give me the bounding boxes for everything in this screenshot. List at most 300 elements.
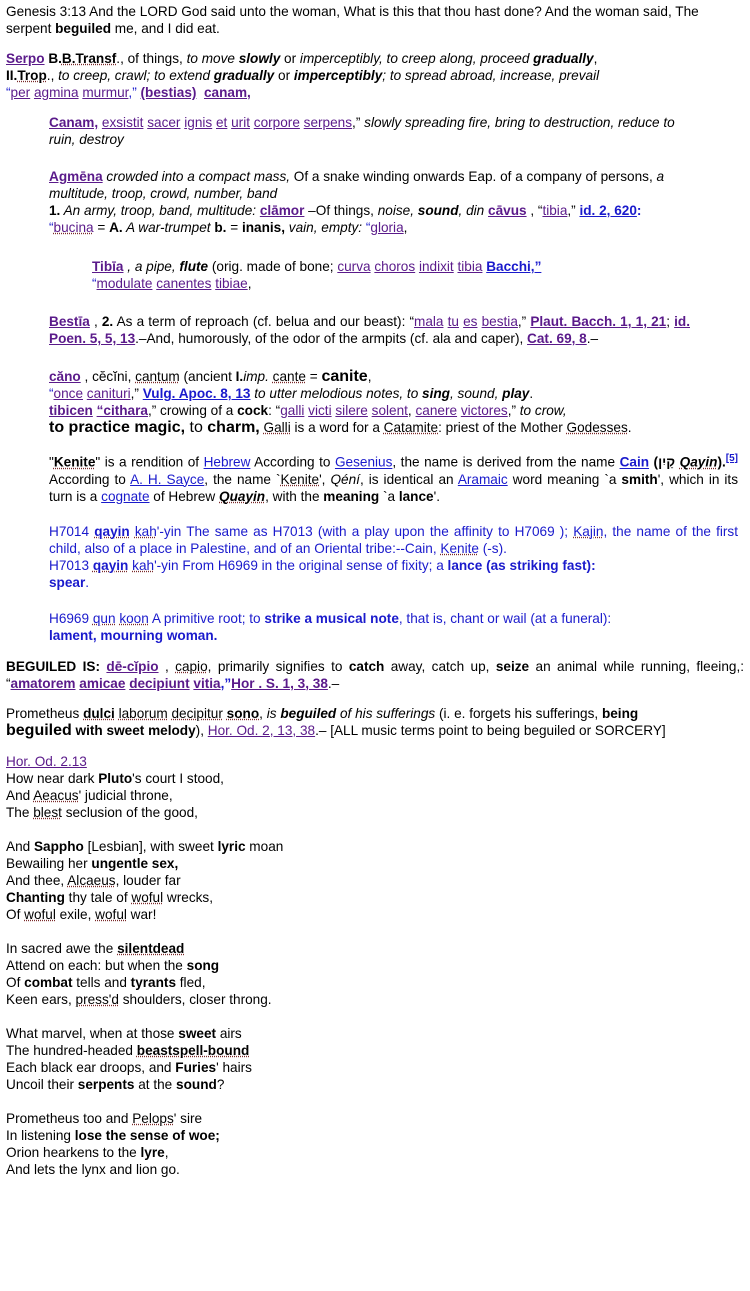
text-h7014-kah: kah bbox=[134, 523, 157, 539]
text-agmena-t10: = bbox=[93, 220, 110, 235]
text-h7014-kajin: Kajin bbox=[573, 523, 604, 539]
text-serpo-t7: ., bbox=[46, 68, 59, 83]
text-poem-s5-l2b: lose the sense of woe; bbox=[74, 1127, 220, 1143]
text-agmena-t6: , din bbox=[458, 203, 489, 218]
text-canam-corpore[interactable]: corpore bbox=[253, 115, 300, 130]
text-agmena-t9: : bbox=[636, 203, 642, 218]
text-cano-once[interactable]: once bbox=[53, 386, 84, 401]
text-bestia-t6: .– bbox=[586, 331, 599, 346]
text-agmena-t5: –Of things, bbox=[304, 203, 378, 218]
tibia-entry bbox=[92, 258, 690, 292]
text-kenite-qeni: Qéní bbox=[330, 471, 360, 487]
text-tibia-t1: , a pipe, bbox=[123, 259, 180, 274]
bestia-entry bbox=[49, 313, 690, 347]
text-serpo-t3: to move bbox=[186, 51, 239, 66]
text-kenite-t1: " is a rendition of bbox=[95, 454, 204, 470]
text-poem-s2-l3a: And thee, bbox=[6, 872, 68, 888]
text-poem-s4-l4c: at the bbox=[134, 1076, 177, 1092]
text-cano-canite: canite bbox=[321, 368, 368, 385]
text-bestia-tu[interactable]: tu bbox=[447, 314, 459, 329]
text-cano-cock: cock bbox=[237, 403, 269, 418]
text-poem-s1-0-a: How near dark bbox=[6, 770, 99, 786]
text-poem-s1-0-c: 's court I stood, bbox=[132, 770, 224, 786]
text-serpo-q2: ,” bbox=[128, 85, 141, 100]
text-cano-galli[interactable]: galli bbox=[280, 403, 305, 418]
link-murmur[interactable]: murmur bbox=[82, 85, 129, 100]
text-cano-charm: charm, bbox=[207, 419, 260, 436]
text-prometheus-decipitur: decipitur bbox=[171, 705, 223, 721]
text-agmena-inanis: inanis, bbox=[241, 220, 286, 235]
text-tibia-t2: (orig. made of bone; bbox=[208, 259, 338, 274]
text-kenite-meaning: meaning bbox=[323, 488, 380, 504]
text-poem-s4-l3b: Furies bbox=[175, 1059, 217, 1075]
text-agmena-num: 1. bbox=[49, 203, 61, 218]
text-prometheus-b: , bbox=[259, 705, 267, 721]
text-tibia-tibia[interactable]: tibia bbox=[457, 259, 483, 274]
text-serpo-trop: Trop bbox=[17, 68, 47, 83]
text-poem-s2-l1d: lyric bbox=[217, 838, 246, 854]
text-beguiled-t6: ,” bbox=[220, 675, 232, 691]
text-serpo-t4: or bbox=[280, 51, 300, 66]
tibia-headword[interactable]: Tibīa bbox=[92, 259, 124, 274]
text-kenite-gesenius[interactable]: Gesenius bbox=[334, 454, 393, 470]
text-agmena-t8: ,” bbox=[567, 203, 580, 218]
text-prometheus-with: with sweet melody bbox=[71, 722, 196, 738]
text-h7014-lance: lance (as striking fast): bbox=[447, 557, 596, 573]
text-poem-s2-l5b: woful bbox=[24, 906, 56, 922]
text-poem-s3-l1b: silentdead bbox=[117, 940, 185, 956]
text-h6969-a1: H6969 bbox=[49, 610, 93, 626]
text-beguiled-capio: capio bbox=[175, 658, 208, 674]
stanza-3 bbox=[6, 940, 744, 1008]
text-cano-cante: cante bbox=[272, 369, 306, 384]
text-cano-galli2: Galli bbox=[263, 420, 291, 435]
text-bestia-ref3[interactable]: Cat. 69, 8 bbox=[527, 331, 587, 346]
text-prometheus-laborum: laborum bbox=[118, 705, 168, 721]
text-kenite-sayce[interactable]: A. H. Sayce bbox=[130, 471, 205, 487]
text-beguiled-amicae[interactable]: amicae bbox=[79, 675, 126, 691]
text-genesis-b: beguiled bbox=[55, 21, 112, 36]
text-cano-catamite: Catamite bbox=[383, 420, 439, 435]
text-cano-t15: to bbox=[185, 419, 208, 436]
text-tibia-choros[interactable]: choros bbox=[374, 259, 416, 274]
text-kenite-kenite2: Kenite bbox=[280, 471, 320, 487]
text-tibia-bacchi[interactable]: Bacchi,” bbox=[486, 259, 542, 274]
text-agmena-t11: A war-trumpet bbox=[122, 220, 215, 235]
serpo-headword[interactable]: Serpo bbox=[6, 51, 45, 66]
text-kenite-head: Kenite bbox=[53, 454, 96, 470]
text-poem-s1-1-b: Aeacus bbox=[33, 787, 79, 803]
text-cano-q1: “ bbox=[49, 386, 54, 401]
text-poem-s4-l2b: beastspell-bound bbox=[136, 1042, 250, 1058]
text-cano-t5: , bbox=[367, 369, 372, 384]
cano-headword[interactable]: căno bbox=[49, 369, 81, 384]
text-canam-serpens[interactable]: serpens bbox=[303, 115, 353, 130]
text-canam-t1: ,” bbox=[352, 115, 365, 130]
text-h6969-lament: lament, mourning woman. bbox=[49, 627, 218, 643]
text-canam-sacer[interactable]: sacer bbox=[147, 115, 181, 130]
text-poem-s1-2-a: The bbox=[6, 804, 34, 820]
text-kenite-t15: `a bbox=[379, 488, 399, 504]
text-poem-s2-l2a: Bewailing her bbox=[6, 855, 92, 871]
text-prometheus-dulci: dulci bbox=[83, 705, 115, 721]
text-beguiled-t2: , bbox=[158, 658, 176, 674]
text-cano-t19: . bbox=[627, 420, 632, 435]
text-cano-play: play bbox=[502, 386, 530, 401]
text-bestia-ref2[interactable]: id. Poen. 5, 5, 13 bbox=[49, 314, 690, 346]
text-poem-s3-l3c: tells and bbox=[72, 974, 131, 990]
text-beguiled-catch: catch bbox=[348, 658, 385, 674]
text-agmena-t7: , “ bbox=[526, 203, 543, 218]
text-kenite-qayin: Qayin bbox=[679, 454, 718, 470]
text-agmena-clamor[interactable]: clāmor bbox=[259, 203, 305, 218]
text-poem-s3-l3e: fled, bbox=[176, 974, 206, 990]
text-cano-practice: to practice magic, bbox=[49, 419, 186, 436]
text-poem-s5-l1c: ' sire bbox=[173, 1110, 203, 1126]
text-bestia-es[interactable]: es bbox=[463, 314, 478, 329]
text-poem-s3-l1a: In sacred awe the bbox=[6, 940, 118, 956]
text-cano-sing: sing bbox=[422, 386, 450, 401]
text-cano-t4: = bbox=[305, 369, 322, 384]
text-poem-s5-l3c: , bbox=[164, 1144, 169, 1160]
text-kenite-hebrew[interactable]: Hebrew bbox=[203, 454, 251, 470]
text-poem-s2-l3b: Alcaeus bbox=[67, 872, 116, 888]
bestia-headword[interactable]: Bestīa bbox=[49, 314, 90, 329]
stanza-5 bbox=[6, 1110, 744, 1178]
text-prometheus-beguiled2: beguiled bbox=[6, 721, 72, 739]
serpo-entry bbox=[6, 50, 744, 101]
text-kenite-t14: , with the bbox=[265, 488, 324, 504]
text-kenite-smith: smith bbox=[621, 471, 658, 487]
text-kenite-t16: '. bbox=[433, 488, 440, 504]
text-poem-s2-l4b: thy tale of bbox=[64, 889, 132, 905]
text-cano-victores[interactable]: victores bbox=[460, 403, 508, 418]
text-serpo-slowly: slowly bbox=[238, 51, 281, 66]
text-cano-t1: , cĕcĭni, bbox=[80, 369, 136, 384]
text-poem-s2-l2b: ungentle sex, bbox=[91, 855, 179, 871]
text-poem-s2-l3c: , louder far bbox=[115, 872, 181, 888]
text-cano-canituri[interactable]: canituri bbox=[86, 386, 131, 401]
text-agmena-noise: noise, bbox=[377, 203, 418, 218]
text-canam-urit[interactable]: urit bbox=[231, 115, 251, 130]
text-poem-s5-l3b: lyre bbox=[140, 1144, 165, 1160]
text-serpo-q1: “ bbox=[6, 85, 11, 100]
text-poem-s2-l4c: woful bbox=[131, 889, 164, 905]
text-poem-s1-1-a: And bbox=[6, 787, 34, 803]
transf-label: B.B.Transf bbox=[48, 51, 117, 66]
text-kenite-aramaic[interactable]: Aramaic bbox=[457, 471, 508, 487]
text-poem-s3-l2b: song bbox=[186, 957, 220, 973]
text-cano-t2: (ancient bbox=[179, 369, 236, 384]
text-bestia-t3: ,” bbox=[517, 314, 531, 329]
text-poem-s2-l4a: Chanting bbox=[6, 889, 65, 905]
text-cano-t17: is a word for a bbox=[290, 420, 384, 435]
text-h7014-kah2: kah bbox=[132, 557, 155, 573]
text-kenite-cain[interactable]: Cain bbox=[619, 454, 650, 470]
text-poem-s4-l4b: serpents bbox=[77, 1076, 135, 1092]
text-serpo-ii: II. bbox=[6, 68, 18, 83]
text-agmena-bucina[interactable]: bucina bbox=[53, 220, 94, 235]
text-h7014-b1: H7013 bbox=[49, 557, 93, 573]
text-serpo-t10: ; to spread abroad, increase, prevail bbox=[382, 68, 600, 83]
text-agmena-ref[interactable]: id. 2, 620 bbox=[579, 203, 637, 218]
text-h7014-a5: (-s). bbox=[478, 540, 507, 556]
text-bestia-ref1[interactable]: Plaut. Bacch. 1, 1, 21 bbox=[530, 314, 667, 329]
text-h7014-b3: '-yin From H6969 in the original sense of fixity; a bbox=[154, 557, 448, 573]
text-prometheus-ref[interactable]: Hor. Od. 2, 13, 38 bbox=[207, 722, 316, 738]
text-poem-s3-l4b: press'd bbox=[75, 991, 119, 1007]
text-h7014-a4: , the name of the first child, also of a place in Palestine, and of an Oriental tribe:--Cain, bbox=[49, 523, 738, 556]
text-cano-silere[interactable]: silere bbox=[335, 403, 368, 418]
text-kenite-sup[interactable]: [5] bbox=[725, 453, 738, 464]
text-kenite-t6: ). bbox=[717, 454, 726, 470]
text-poem-s4-l4d: sound bbox=[176, 1076, 217, 1092]
text-kenite-t11: word meaning `a bbox=[507, 471, 622, 487]
text-h7014-spear: spear bbox=[49, 574, 86, 590]
text-poem-s2-l1c: [Lesbian], with sweet bbox=[83, 838, 218, 854]
text-kenite-t8: , the name ` bbox=[204, 471, 281, 487]
text-agmena-b: b. bbox=[214, 220, 227, 235]
canam-entry bbox=[49, 114, 690, 148]
text-kenite-t10: , is identical an bbox=[359, 471, 458, 487]
stanza-4 bbox=[6, 1025, 744, 1093]
text-poem-s4-l1a: What marvel, when at those bbox=[6, 1025, 179, 1041]
text-poem-s2-l1b: Sappho bbox=[33, 838, 84, 854]
text-cano-imp: imp. bbox=[243, 369, 269, 384]
link-per[interactable]: per bbox=[10, 85, 31, 100]
text-cano-t6: ,” bbox=[130, 386, 143, 401]
text-canam-exsistit[interactable]: exsistit bbox=[101, 115, 144, 130]
text-poem-s3-l2a: Attend on each: but when the bbox=[6, 957, 187, 973]
text-agmena-t13: vain, empty: bbox=[285, 220, 366, 235]
text-kenite-cognate[interactable]: cognate bbox=[101, 488, 150, 504]
text-poem-s2-l5d: woful bbox=[95, 906, 127, 922]
text-beguiled-seize: seize bbox=[495, 658, 530, 674]
text-beguiled-t4: away, catch up, bbox=[384, 658, 496, 674]
text-kenite-q1: " bbox=[49, 454, 54, 470]
text-beguiled-t7: .– bbox=[327, 675, 340, 691]
text-poem-s5-l3a: Orion hearkens to the bbox=[6, 1144, 141, 1160]
text-poem-s2-l5a: Of bbox=[6, 906, 25, 922]
text-serpo-t9: or bbox=[274, 68, 294, 83]
link-agmina[interactable]: agmina bbox=[33, 85, 79, 100]
text-cano-vulg[interactable]: Vulg. Apoc. 8, 13 bbox=[142, 386, 251, 401]
text-cano-t7: to utter melodious notes, to bbox=[250, 386, 423, 401]
text-prometheus-being: being bbox=[601, 705, 639, 721]
text-poem-s1-1-c: ' judicial throne, bbox=[78, 787, 173, 803]
text-beguiled-t5: an animal while running, fleeing,: “ bbox=[6, 658, 744, 691]
text-prometheus-is: is bbox=[266, 705, 277, 721]
text-poem-s1-2-c: seclusion of the good, bbox=[61, 804, 198, 820]
text-poem-s4-l3a: Each black ear droops, and bbox=[6, 1059, 176, 1075]
text-cano-cithara[interactable]: “cithara bbox=[96, 403, 148, 418]
stanza-2 bbox=[6, 838, 744, 923]
text-poem-s3-l3d: tyrants bbox=[130, 974, 176, 990]
text-beguiled-vitia[interactable]: vitia bbox=[193, 675, 221, 691]
text-prometheus-beguiled: beguiled bbox=[280, 705, 337, 721]
text-h7014-a1: H7014 bbox=[49, 523, 95, 539]
text-cano-godesses: Godesses bbox=[566, 420, 628, 435]
text-cano-t12: : “ bbox=[268, 403, 281, 418]
text-tibia-t3: , bbox=[247, 276, 252, 291]
text-kenite-t9: ', bbox=[319, 471, 331, 487]
text-kenite-qayin_heb: קַיִן bbox=[658, 454, 676, 470]
text-bestia-two: 2. bbox=[101, 314, 114, 329]
text-kenite-t7: According to bbox=[49, 471, 131, 487]
text-poem-s2-l1a: And bbox=[6, 838, 34, 854]
text-cano-t18: : priest of the Mother bbox=[438, 420, 567, 435]
agmena-headword[interactable]: Agmēna bbox=[49, 169, 103, 184]
text-poem-s4-l3c: ' hairs bbox=[216, 1059, 252, 1075]
text-agmena-t14: , bbox=[403, 220, 408, 235]
text-tibia-q: “ bbox=[92, 276, 97, 291]
text-cano-victi[interactable]: victi bbox=[308, 403, 332, 418]
text-cano-cantum: cantum bbox=[135, 369, 180, 384]
text-tibia-canentes[interactable]: canentes bbox=[156, 276, 212, 291]
text-agmena-sound: sound bbox=[417, 203, 459, 218]
text-kenite-t2: According to bbox=[250, 454, 335, 470]
strongs-h7014 bbox=[49, 523, 738, 591]
text-serpo-t5: imperceptibly, to creep along, proceed bbox=[299, 51, 534, 66]
strongs-h6969 bbox=[49, 610, 738, 644]
text-cano-t9: . bbox=[529, 386, 534, 401]
text-beguiled-decipio[interactable]: dē-cĭpio bbox=[106, 658, 159, 674]
text-agmena-q: “ bbox=[49, 220, 54, 235]
stanza-1 bbox=[6, 770, 744, 821]
text-beguiled-amatorem[interactable]: amatorem bbox=[10, 675, 76, 691]
text-tibia-modulate[interactable]: modulate bbox=[96, 276, 153, 291]
text-poem-s2-l4d: wrecks, bbox=[163, 889, 213, 905]
agmena-entry bbox=[49, 168, 690, 236]
text-kenite-quayin: Quayin bbox=[219, 488, 266, 504]
text-prometheus-e: (i. e. forgets his sufferings, bbox=[435, 705, 602, 721]
text-agmena-cavus[interactable]: cāvus bbox=[488, 203, 527, 218]
text-cano-tibicen[interactable]: tibicen bbox=[49, 403, 93, 418]
text-poem-s5-l1b: Pelops bbox=[132, 1110, 174, 1126]
genesis-verse bbox=[6, 3, 744, 37]
prometheus-entry bbox=[6, 705, 744, 739]
beguiled-entry bbox=[6, 658, 744, 692]
text-cano-t8: , sound, bbox=[449, 386, 503, 401]
text-agmena-q2: “ bbox=[365, 220, 371, 235]
kenite-entry bbox=[49, 450, 738, 505]
text-cano-t13: ,” bbox=[507, 403, 520, 418]
text-cano-I: I. bbox=[235, 369, 244, 384]
text-tibia-flute: flute bbox=[179, 259, 209, 274]
text-poem-s2-l1e: moan bbox=[245, 838, 284, 854]
text-serpo-t2: ., of things, bbox=[116, 51, 187, 66]
text-h7014-kenite: Kenite bbox=[440, 540, 479, 556]
text-poem-s5-l1a: Prometheus too and bbox=[6, 1110, 133, 1126]
text-agmena-gloria[interactable]: gloria bbox=[370, 220, 404, 235]
text-serpo-transf: B.Transf bbox=[61, 51, 117, 66]
text-canam-t2: slowly spreading fire, bring to destruction, reduce to ruin, destroy bbox=[49, 115, 675, 147]
cano-entry: căno , cĕcĭni, cantum (ancient I.imp. cante = canite, “once canituri,” Vulg. Apoc. 8, 13 to utter melodious notes, to sing, sound, play. tibicen “cithara,” crowing of a cock: “galli victi silere solent, canere victores,” to crow, to practice magic, to charm, Galli is a word for a Catamite: priest of the Mother Godesses. bbox=[49, 368, 632, 436]
text-poem-s1-2-b: blest bbox=[33, 804, 62, 820]
text-h6969-a3: A primitive root; to bbox=[148, 610, 265, 626]
text-poem-s4-l1c: airs bbox=[216, 1025, 242, 1041]
text-agmena-t12: = bbox=[226, 220, 242, 235]
text-bestia-mala[interactable]: mala bbox=[414, 314, 444, 329]
text-beguiled-t3: , primarily signifies to bbox=[207, 658, 349, 674]
text-serpo-t6: , bbox=[593, 51, 598, 66]
canam-headword[interactable]: Canam, bbox=[49, 115, 99, 130]
text-beguiled-ref[interactable]: Hor . S. 1, 3, 38 bbox=[231, 675, 328, 691]
text-cano-t14: to crow, bbox=[519, 403, 567, 418]
text-kenite-t4: ( bbox=[649, 454, 659, 470]
text-poem-s3-l3b: combat bbox=[24, 974, 73, 990]
text-h7014-a3: '-yin The same as H7013 (with a play upon the affinity to H7069 ); bbox=[156, 523, 574, 539]
text-poem-s2-l5c: exile, bbox=[55, 906, 96, 922]
text-poem-s4-l4a: Uncoil their bbox=[6, 1076, 78, 1092]
text-poem-s2-l5e: war! bbox=[126, 906, 157, 922]
text-prometheus-g: .– [ALL music terms point to being beguiled or SORCERY] bbox=[315, 722, 666, 738]
text-h7014-qayin2: qayin bbox=[92, 557, 129, 573]
text-cano-solent[interactable]: solent bbox=[371, 403, 408, 418]
text-serpo-t8: to creep, crawl; to extend bbox=[58, 68, 214, 83]
text-canam-ignis[interactable]: ignis bbox=[184, 115, 213, 130]
text-poem-s5-l4a: And lets the lynx and lion go. bbox=[6, 1161, 180, 1177]
text-beguiled-head: BEGUILED IS: bbox=[6, 658, 101, 674]
text-bestia-t2: As a term of reproach (cf. belua and our beast): “ bbox=[113, 314, 415, 329]
text-tibia-curva[interactable]: curva bbox=[337, 259, 371, 274]
text-poem-s3-l4a: Keen ears, bbox=[6, 991, 76, 1007]
text-poem-s4-l2a: The hundred-headed bbox=[6, 1042, 137, 1058]
text-poem-s5-l2a: In listening bbox=[6, 1127, 75, 1143]
text-agmena-t1: crowded into a compact mass, bbox=[102, 169, 294, 184]
text-kenite-t3: , the name is derived from the name bbox=[392, 454, 620, 470]
text-poem-s1-0-b: Pluto bbox=[98, 770, 133, 786]
poem bbox=[6, 753, 744, 1178]
text-bestia-bestia[interactable]: bestia bbox=[481, 314, 518, 329]
link-bestias[interactable]: (bestias) bbox=[140, 85, 197, 100]
text-h7014-b4: . bbox=[85, 574, 90, 590]
text-tibia-indixit[interactable]: indixit bbox=[418, 259, 454, 274]
text-agmena-t4: An army, troop, band, multitude: bbox=[60, 203, 260, 218]
text-serpo-gradually2: gradually bbox=[213, 68, 275, 83]
text-prometheus-sono: sono bbox=[226, 705, 260, 721]
poem-title[interactable]: Hor. Od. 2.13 bbox=[6, 753, 87, 769]
link-canam[interactable]: canam, bbox=[203, 85, 251, 100]
text-agmena-t3: a multitude, troop, crowd, number, band bbox=[49, 169, 665, 201]
text-agmena-t2: Of a snake winding onwards Eap. of a company of persons, bbox=[293, 169, 657, 184]
text-prometheus-d: of his sufferings bbox=[336, 705, 436, 721]
text-canam-et[interactable]: et bbox=[216, 115, 228, 130]
text-tibia-tibiae[interactable]: tibiae bbox=[215, 276, 248, 291]
text-bestia-t4: ; bbox=[666, 314, 675, 329]
text-h6969-qun: qun bbox=[92, 610, 116, 626]
text-poem-s4-l1b: sweet bbox=[178, 1025, 217, 1041]
text-poem-s4-l4e: ? bbox=[216, 1076, 225, 1092]
text-genesis-c: me, and I did eat. bbox=[111, 21, 220, 36]
text-cano-canere[interactable]: canere bbox=[415, 403, 458, 418]
text-poem-s3-l3a: Of bbox=[6, 974, 25, 990]
text-genesis-a: Genesis 3:13 And the LORD God said unto the woman, What is this that thou hast done? And the woman said, The serpent bbox=[6, 4, 699, 36]
text-prometheus-a: Prometheus bbox=[6, 705, 84, 721]
text-beguiled-decipiunt[interactable]: decipiunt bbox=[129, 675, 190, 691]
text-h6969-strike: strike a musical note bbox=[264, 610, 399, 626]
text-agmena-a: A. bbox=[109, 220, 123, 235]
text-prometheus-f: ), bbox=[195, 722, 208, 738]
text-kenite-t13: of Hebrew bbox=[149, 488, 220, 504]
text-kenite-lance: lance bbox=[398, 488, 434, 504]
text-serpo-imperceptibly: imperceptibly bbox=[293, 68, 383, 83]
text-agmena-tibia[interactable]: tibia bbox=[542, 203, 568, 218]
text-poem-s3-l4c: shoulders, closer throng. bbox=[118, 991, 272, 1007]
text-h6969-a4: , that is, chant or wail (at a funeral): bbox=[398, 610, 612, 626]
text-h7014-qayin: qayin bbox=[94, 523, 130, 539]
text-serpo-gradually: gradually bbox=[533, 51, 594, 66]
